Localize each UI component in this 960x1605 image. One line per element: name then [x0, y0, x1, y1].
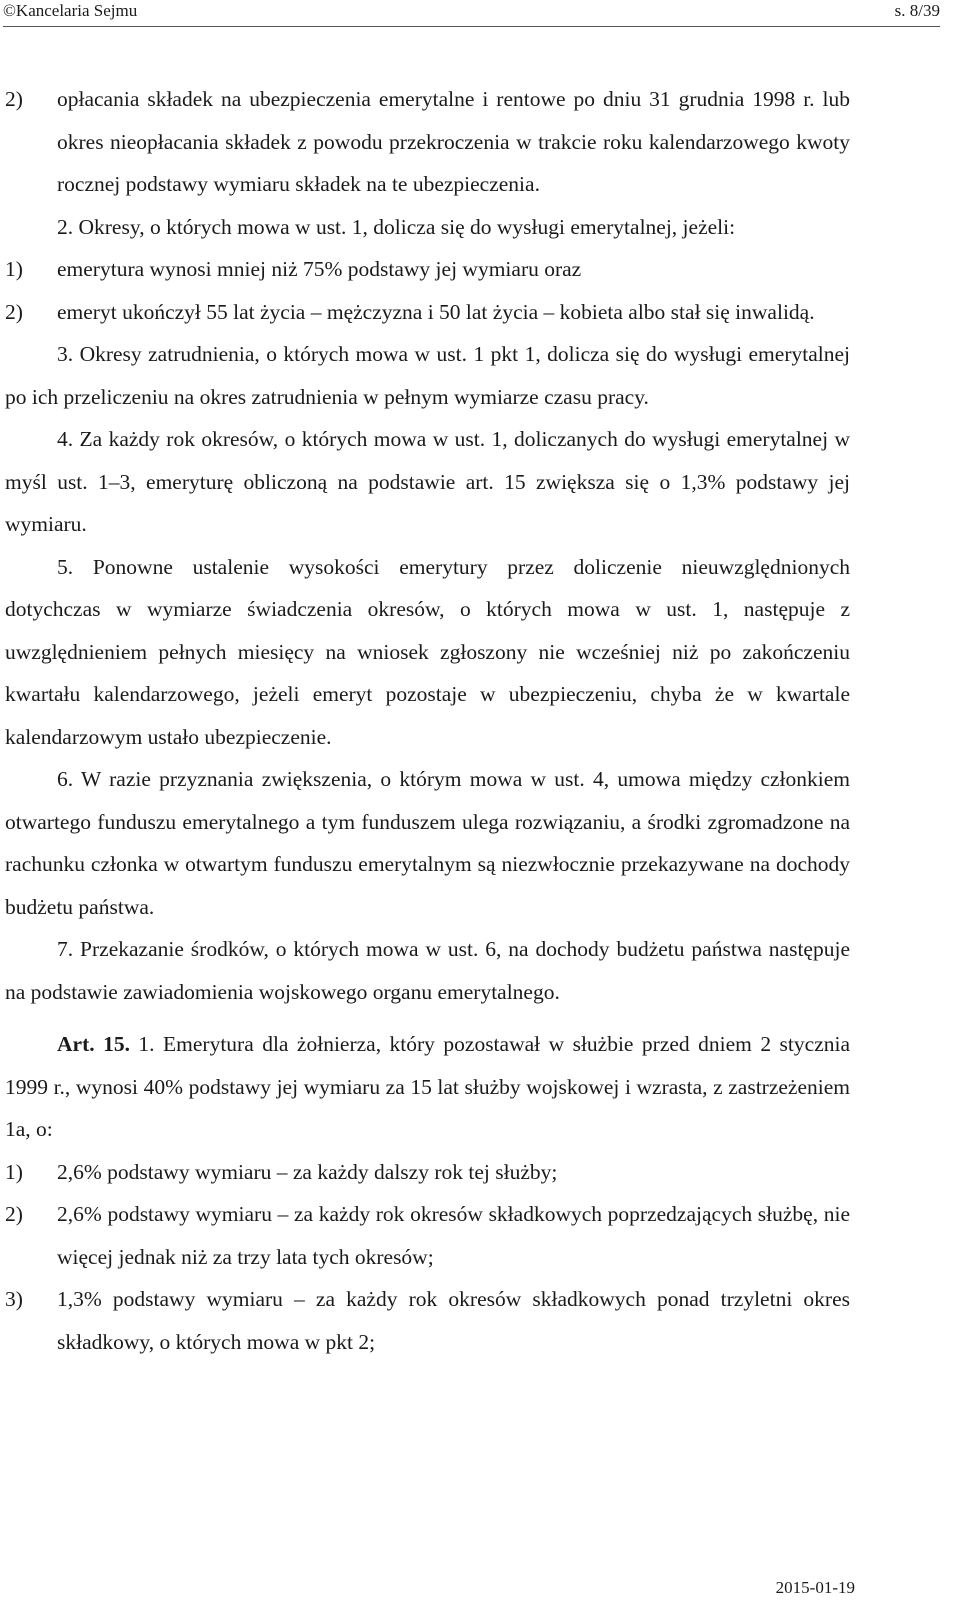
page-footer-date: 2015-01-19 — [775, 1578, 855, 1597]
list-item-text: 2,6% podstawy wymiaru – za każdy rok okresów składkowych poprzedzających służbę, nie więcej jednak niż za trzy lata tych okresów; — [57, 1202, 850, 1269]
list-item — [5, 78, 850, 206]
list-item-text: emeryt ukończył 55 lat życia – mężczyzna i 50 lat życia – kobieta albo stał się inwalidą. — [57, 299, 815, 324]
list-item-number: 2) — [5, 1202, 23, 1226]
list-item-text: opłacania składek na ubezpieczenia emerytalne i rentowe po dniu 31 grudnia 1998 r. lub okres nieopłacania składek z powodu przekroczenia w trakcie roku kalendarzowego kwoty rocznej podstawy wymiaru składek na te ubezpieczenia. — [57, 87, 850, 196]
header-divider — [3, 26, 940, 27]
paragraph-6: 6. W razie przyznania zwiększenia, o którym mowa w ust. 4, umowa między członkiem otwartego funduszu emerytalnego a tym funduszem ulega rozwiązaniu, a środki zgromadzone na rachunku członka w otwartym funduszu emerytalnym są niezwłocznie przekazywane na dochody budżetu państwa. — [5, 767, 850, 919]
list-item-number: 2) — [5, 299, 23, 324]
list-item — [5, 1278, 850, 1363]
article-15-label: Art. 15. — [57, 1032, 130, 1056]
paragraph-7: 7. Przekazanie środków, o których mowa w ust. 6, na dochody budżetu państwa następuje na podstawie zawiadomienia wojskowego organu emerytalnego. — [5, 937, 850, 1004]
list-item — [5, 248, 850, 291]
header-page-number: s. 8/39 — [894, 1, 940, 20]
list-item-number: 3) — [5, 1287, 23, 1311]
document-body — [5, 78, 850, 1363]
article-15-text: 1. Emerytura dla żołnierza, który pozostawał w służbie przed dniem 2 stycznia 1999 r., wynosi 40% podstawy jej wymiaru za 15 lat służby wojskowej i wzrasta, z zastrzeżeniem 1a, o: — [5, 1032, 851, 1141]
list-item-number: 1) — [5, 257, 23, 281]
paragraph-4: 4. Za każdy rok okresów, o których mowa w ust. 1, doliczanych do wysługi emerytalnej w myśl ust. 1–3, emeryturę obliczoną na podstawie art. 15 zwiększa się o 1,3% podstawy jej wymiaru. — [5, 427, 850, 536]
list-item-number: 1) — [5, 1159, 23, 1184]
header-publisher: ©Kancelaria Sejmu — [3, 1, 138, 20]
article-15-paragraph — [5, 1023, 850, 1151]
list-item — [5, 1193, 850, 1278]
paragraph-5: 5. Ponowne ustalenie wysokości emerytury przez doliczenie nieuwzględnionych dotychczas w wymiarze świadczenia okresów, o których mowa w ust. 1, następuje z uwzględnieniem pełnych miesięcy na wniosek zgłoszony nie wcześniej niż po zakończeniu kwartału kalendarzowego, jeżeli emeryt pozostaje w ubezpieczeniu, chyba że w kwartale kalendarzowym ustało ubezpieczenie. — [5, 554, 850, 749]
list-item-number: 2) — [5, 87, 23, 111]
list-item — [5, 1151, 850, 1194]
list-item-text: emerytura wynosi mniej niż 75% podstawy jej wymiaru oraz — [57, 257, 582, 281]
paragraph-3: 3. Okresy zatrudnienia, o których mowa w ust. 1 pkt 1, dolicza się do wysługi emerytalnej po ich przeliczeniu na okres zatrudnienia w pełnym wymiarze czasu pracy. — [5, 342, 850, 409]
paragraph-2: 2. Okresy, o których mowa w ust. 1, dolicza się do wysługi emerytalnej, jeżeli: — [57, 214, 736, 239]
page-header — [0, 0, 960, 26]
list-item-text: 2,6% podstawy wymiaru – za każdy dalszy rok tej służby; — [57, 1159, 558, 1184]
list-item — [5, 291, 850, 334]
list-item-text: 1,3% podstawy wymiaru – za każdy rok okresów składkowych ponad trzyletni okres składkowy, o których mowa w pkt 2; — [57, 1287, 850, 1354]
